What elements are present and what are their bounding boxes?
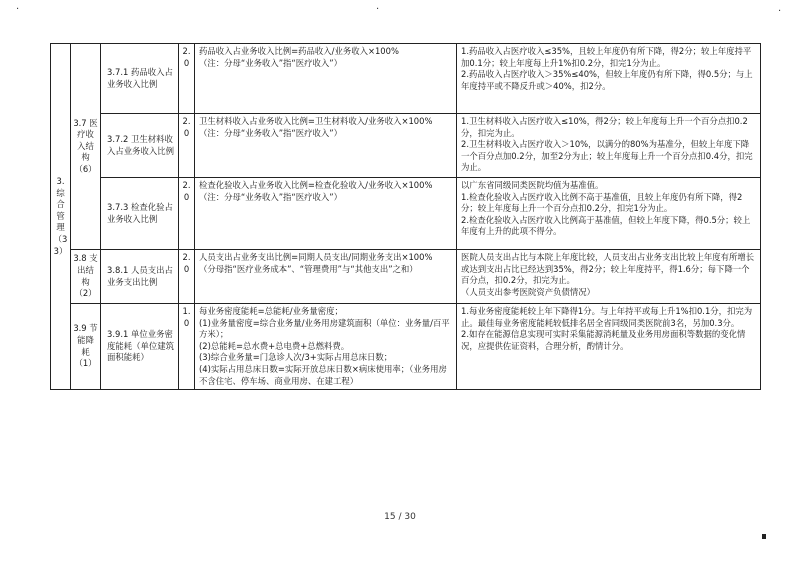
table-row [51,304,761,390]
standard-cell [457,304,761,390]
standard-line: 以广东省同级同类医院均值为基准值。 [461,180,604,190]
method-cell [195,304,457,390]
method-line: 药品收入占业务收入比例=药品收入/业务收入×100% [199,46,399,56]
method-line: (4)实际占用总床日数=实际开放总床日数×病床使用率；（业务用房不含住宅、停车场、商业用房、在建工程） [199,363,447,386]
method-cell [195,178,457,250]
standard-line: 2.卫生材料收入占医疗收入＞10%，以满分的80%为基准分，但较上年度下降一个百分点加0.2分，加至2分为止；较上年度每上升一个百分点扣0.4分，扣完为止。 [461,139,753,173]
method-cell [195,250,457,304]
standard-line: 2.如存在能源信息实现可实时采集能源消耗量及业务用房面积等数据的变化情况，应提供佐证资料，合理分析，酌情计分。 [461,329,746,351]
group-label: 3.综合管理（33） [51,44,71,390]
standard-cell [457,114,761,178]
score-cell: 2.0 [179,250,195,304]
table-row [51,250,761,304]
score-cell: 1.0 [179,304,195,390]
page-number: 15 / 30 [384,512,416,522]
method-line: （分母指“医疗业务成本”、“管理费用”与“其他支出”之和） [199,263,418,274]
method-line: 检查化验收入占业务收入比例=检查化验收入/业务收入×100% [199,180,433,190]
item-cell: 3.7.1 药品收入占业务收入比例 [101,44,179,114]
score-cell: 2.0 [179,114,195,178]
item-cell: 3.7.2 卫生材料收入占业务收入比例 [101,114,179,178]
standard-line: 1.每业务密度能耗较上年下降得1分。与上年持平或每上升1%扣0.1分，扣完为止。最佳每业务密度能耗较低排名居全省同级同类医院前3名，另加0.3分。 [461,306,753,328]
scan-dot: · [376,4,380,15]
method-line: (3)综合业务量=门急诊人次/3+实际占用总床日数； [199,352,393,363]
section-label: 3.8 支出结构（2） [71,250,101,304]
score-cell: 2.0 [179,44,195,114]
method-line: （注：分母“业务收入”指“医疗收入”） [199,191,342,202]
method-line: (2)总能耗=总水费+总电费+总燃料费。 [199,340,350,351]
section-label: 3.9 节能降耗（1） [71,304,101,390]
standard-line: 1.药品收入占医疗收入≤35%，且较上年度仍有所下降，得2分；较上年度持平加0.1分；较上年度每上升1%扣0.2分，扣完1分为止。 [461,46,752,68]
method-line: （注：分母“业务收入”指“医疗收入”） [199,127,342,138]
standard-cell [457,250,761,304]
evaluation-table [50,43,761,390]
scan-dot: · [16,4,20,15]
standard-line: 1.卫生材料收入占医疗收入≤10%，得2分；较上年度每上升一个百分点扣0.2分，扣完为止。 [461,116,748,138]
table-row [51,114,761,178]
item-cell: 3.9.1 单位业务密度能耗（单位建筑面积能耗） [101,304,179,390]
scan-dot: · [778,6,782,17]
scan-mark [762,534,766,539]
standard-cell [457,178,761,250]
standard-line: 2.检查化验收入占医疗收入比例高于基准值，但较上年度下降，得0.5分；较上年度有上升的此项不得分。 [461,214,751,237]
table-row [51,178,761,250]
score-cell: 2.0 [179,178,195,250]
section-label: 3.7 医疗收入结构（6） [71,44,101,250]
method-line: 卫生材料收入占业务收入比例=卫生材料收入/业务收入×100% [199,116,433,126]
method-line: 人员支出占业务支出比例=同期人员支出/同期业务支出×100% [199,252,433,262]
standard-line: 2.药品收入占医疗收入＞35%≤40%，但较上年度仍有所下降，得0.5分；与上年度持平或不降反升或＞40%，扣2分。 [461,69,753,91]
method-cell [195,44,457,114]
method-line: （注：分母“业务收入”指“医疗收入”） [199,57,342,68]
method-line: (1)业务量密度=综合业务量/业务用房建筑面积（单位：业务量/百平方米）； [199,317,450,340]
standard-cell [457,44,761,114]
table-row [51,44,761,114]
standard-line: 1.检查化验收入占医疗收入比例不高于基准值，且较上年度仍有所下降，得2分；较上年度每上升一个百分点扣0.2分，扣完1分为止。 [461,191,743,214]
method-line: 每业务密度能耗=总能耗/业务量密度； [199,306,343,316]
item-cell: 3.8.1 人员支出占业务支出比例 [101,250,179,304]
item-cell: 3.7.3 检查化验占业务收入比例 [101,178,179,250]
standard-line: 医院人员支出占比与本院上年度比较，人员支出占业务支出比较上年度有所增长或达到支出占比已经达到35%，得2分；较上年度持平，得1.6分；每下降一个百分点，扣0.2分，扣完为止。 [461,252,755,286]
method-cell [195,114,457,178]
standard-line: （人员支出参考医院资产负债情况） [461,286,595,297]
